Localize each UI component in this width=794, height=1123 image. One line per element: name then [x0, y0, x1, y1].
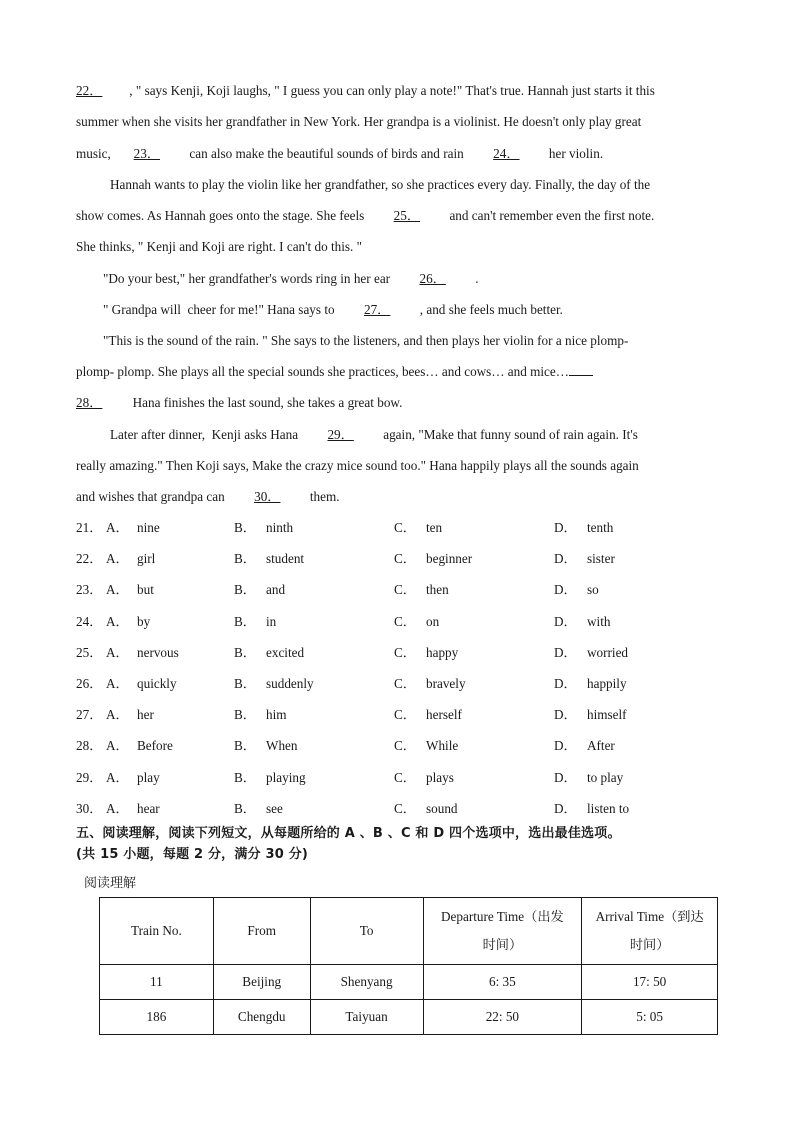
- question-row: [76, 800, 736, 818]
- question-number: 27．: [76, 707, 103, 723]
- option-letter: B．: [234, 800, 256, 816]
- option-text: beginner: [426, 551, 473, 567]
- header-arrival-l2: 时间）: [629, 937, 670, 952]
- trailing-blank: [569, 363, 593, 376]
- table-row: [100, 1000, 718, 1035]
- option-text: worried: [587, 644, 629, 660]
- option-letter: C．: [394, 644, 416, 660]
- option-text: then: [426, 582, 449, 598]
- question-number: 30．: [76, 800, 103, 816]
- passage-line: Hannah wants to play the violin like her grandfather, so she practices every day. Finally, the day of the: [110, 177, 651, 192]
- question-row: [76, 706, 736, 724]
- question-number: 23．: [76, 582, 103, 598]
- option-text: student: [266, 551, 305, 567]
- question-number: 24．: [76, 613, 103, 629]
- option-letter: A．: [106, 520, 129, 535]
- option-text: listen to: [587, 800, 630, 816]
- question-row: [76, 675, 736, 693]
- option-text: ninth: [266, 520, 294, 535]
- passage-text: " Grandpa will cheer for me!" Hana says to: [103, 302, 342, 317]
- passage-text: Later after dinner, Kenji asks Hana: [110, 427, 305, 442]
- passage-line: [103, 301, 763, 319]
- passage-line: [76, 82, 736, 100]
- option-letter: D．: [554, 707, 577, 723]
- option-text: play: [137, 769, 160, 785]
- passage-line: [76, 488, 736, 506]
- cell-to: Shenyang: [310, 965, 423, 1000]
- cell-train: 11: [100, 965, 214, 1000]
- passage-line: She thinks, " Kenji and Koji are right. I can't do this. ": [76, 239, 363, 254]
- option-text: tenth: [587, 520, 614, 535]
- option-letter: C．: [394, 800, 416, 816]
- passage-text: can also make the beautiful sounds of birds and rain: [182, 146, 471, 161]
- cell-train: 186: [100, 1000, 214, 1035]
- option-letter: A．: [106, 769, 129, 785]
- option-letter: B．: [234, 644, 256, 660]
- option-letter: C．: [394, 613, 416, 629]
- option-letter: C．: [394, 769, 416, 785]
- question-number: 22．: [76, 551, 103, 567]
- option-letter: A．: [106, 551, 129, 567]
- header-to: To: [310, 898, 423, 965]
- passage-text: .: [468, 271, 479, 286]
- option-text: girl: [137, 551, 156, 567]
- blank-30: 30．: [254, 489, 281, 504]
- question-number: 26．: [76, 676, 103, 691]
- option-letter: B．: [234, 738, 256, 754]
- question-number: 25．: [76, 644, 103, 660]
- passage-line: [76, 394, 736, 412]
- option-text: so: [587, 582, 599, 598]
- passage-text: and can't remember even the first note.: [442, 208, 655, 223]
- blank-25: 25．: [393, 208, 421, 223]
- option-letter: D．: [554, 676, 577, 691]
- option-letter: D．: [554, 551, 577, 567]
- blank-29: 29．: [327, 427, 354, 442]
- table-row: [100, 965, 718, 1000]
- blank-28: 28．: [76, 395, 103, 410]
- blank-22: 22．: [76, 83, 103, 98]
- option-text: hear: [137, 800, 160, 816]
- option-text: with: [587, 613, 611, 629]
- cell-departure: 6: 35: [423, 965, 582, 1000]
- passage-text: show comes. As Hannah goes onto the stage. She feels: [76, 208, 371, 223]
- option-letter: D．: [554, 613, 577, 629]
- passage-text: again, "Make that funny sound of rain again. It's: [376, 427, 638, 442]
- option-letter: B．: [234, 707, 256, 723]
- cell-arrival: 5: 05: [582, 1000, 718, 1035]
- option-letter: C．: [394, 676, 416, 691]
- option-letter: B．: [234, 769, 256, 785]
- option-text: to play: [587, 769, 624, 785]
- option-letter: A．: [106, 676, 129, 691]
- option-letter: D．: [554, 520, 577, 535]
- question-row: [76, 550, 736, 568]
- option-text: him: [266, 707, 287, 723]
- header-departure: [423, 898, 582, 965]
- question-number: 29．: [76, 769, 103, 785]
- question-row: [76, 644, 736, 662]
- option-text: playing: [266, 769, 306, 785]
- option-text: After: [587, 738, 615, 754]
- option-text: suddenly: [266, 676, 314, 691]
- cell-to: Taiyuan: [310, 1000, 423, 1035]
- blank-23: 23．: [133, 146, 160, 161]
- header-arrival: [582, 898, 718, 965]
- option-text: bravely: [426, 676, 466, 691]
- cell-departure: 22: 50: [423, 1000, 582, 1035]
- option-letter: D．: [554, 738, 577, 754]
- option-text: While: [426, 738, 459, 754]
- option-letter: A．: [106, 738, 129, 754]
- header-train-no: Train No.: [100, 898, 214, 965]
- passage-line: really amazing." Then Koji says, Make the crazy mice sound too." Hana happily plays all the sounds again: [76, 458, 639, 473]
- option-letter: B．: [234, 676, 256, 691]
- question-row: [76, 519, 736, 537]
- option-text: ten: [426, 520, 443, 535]
- option-text: herself: [426, 707, 462, 723]
- header-departure-l2: 时间）: [482, 937, 523, 952]
- option-text: in: [266, 613, 277, 629]
- question-row: [76, 581, 736, 599]
- passage-text: plomp- plomp. She plays all the special sounds she practices, bees… and cows… and mice…: [76, 364, 569, 379]
- passage-text: and wishes that grandpa can: [76, 489, 232, 504]
- option-letter: B．: [234, 551, 256, 567]
- option-text: and: [266, 582, 286, 598]
- passage-line: [76, 207, 736, 225]
- option-text: happily: [587, 676, 627, 691]
- option-text: plays: [426, 769, 454, 785]
- passage-text: music,: [76, 146, 111, 161]
- question-row: [76, 613, 736, 631]
- header-departure-l1: Departure Time（出发: [441, 909, 564, 924]
- question-row: [76, 737, 736, 755]
- section-heading: 五、阅读理解，阅读下列短文，从每题所给的 A 、B 、C 和 D 四个选项中，选出最佳选项。: [76, 826, 621, 841]
- option-letter: D．: [554, 800, 577, 816]
- passage-line: [103, 270, 763, 288]
- option-letter: C．: [394, 738, 416, 754]
- option-letter: A．: [106, 800, 129, 816]
- header-from: From: [213, 898, 310, 965]
- option-letter: C．: [394, 520, 416, 535]
- option-text: When: [266, 738, 298, 754]
- option-letter: A．: [106, 644, 129, 660]
- question-number: 21．: [76, 520, 103, 535]
- option-text: her: [137, 707, 154, 723]
- reading-subtitle: 阅读理解: [84, 876, 137, 891]
- table-header-row: [100, 898, 718, 965]
- passage-text: them.: [303, 489, 340, 504]
- option-text: Before: [137, 738, 173, 754]
- option-text: by: [137, 613, 151, 629]
- option-text: quickly: [137, 676, 177, 691]
- option-text: on: [426, 613, 440, 629]
- option-text: nine: [137, 520, 160, 535]
- passage-text: Hana finishes the last sound, she takes a great bow.: [126, 395, 403, 410]
- blank-26: 26．: [419, 271, 446, 286]
- option-letter: C．: [394, 582, 416, 598]
- option-letter: B．: [234, 582, 256, 598]
- passage-line: [76, 363, 736, 381]
- train-timetable: [99, 897, 718, 1035]
- option-text: happy: [426, 644, 459, 660]
- passage-line: summer when she visits her grandfather in New York. Her grandpa is a violinist. He doesn't only play great: [76, 114, 642, 129]
- cell-arrival: 17: 50: [582, 965, 718, 1000]
- passage-text: , and she feels much better.: [413, 302, 563, 317]
- option-text: see: [266, 800, 283, 816]
- blank-27: 27．: [363, 302, 391, 317]
- option-text: nervous: [137, 644, 179, 660]
- passage-line: [110, 426, 770, 444]
- option-letter: B．: [234, 613, 256, 629]
- option-letter: D．: [554, 582, 577, 598]
- option-letter: A．: [106, 707, 129, 723]
- passage-text: her violin.: [542, 146, 604, 161]
- passage-text: , " says Kenji, Koji laughs, " I guess you can only play a note!" That's true. Hannah just starts it this: [126, 83, 655, 98]
- option-text: but: [137, 582, 154, 598]
- header-arrival-l1: Arrival Time（到达: [595, 909, 704, 924]
- option-text: himself: [587, 707, 627, 723]
- passage-line: [76, 145, 736, 163]
- cell-from: Beijing: [213, 965, 310, 1000]
- section-heading-score: (共 15 小题，每题 2 分，满分 30 分): [76, 847, 309, 862]
- option-letter: D．: [554, 644, 577, 660]
- option-text: excited: [266, 644, 305, 660]
- question-row: [76, 769, 736, 787]
- option-letter: C．: [394, 551, 416, 567]
- option-text: sister: [587, 551, 615, 567]
- option-letter: C．: [394, 707, 416, 723]
- question-number: 28．: [76, 738, 103, 754]
- passage-line: "This is the sound of the rain. " She says to the listeners, and then plays her violin for a nice plomp-: [103, 333, 629, 348]
- blank-24: 24．: [493, 146, 520, 161]
- option-letter: A．: [106, 613, 129, 629]
- passage-text: "Do your best," her grandfather's words ring in her ear: [103, 271, 397, 286]
- cell-from: Chengdu: [213, 1000, 310, 1035]
- option-letter: A．: [106, 582, 129, 598]
- option-text: sound: [426, 800, 458, 816]
- option-letter: B．: [234, 520, 256, 535]
- option-letter: D．: [554, 769, 577, 785]
